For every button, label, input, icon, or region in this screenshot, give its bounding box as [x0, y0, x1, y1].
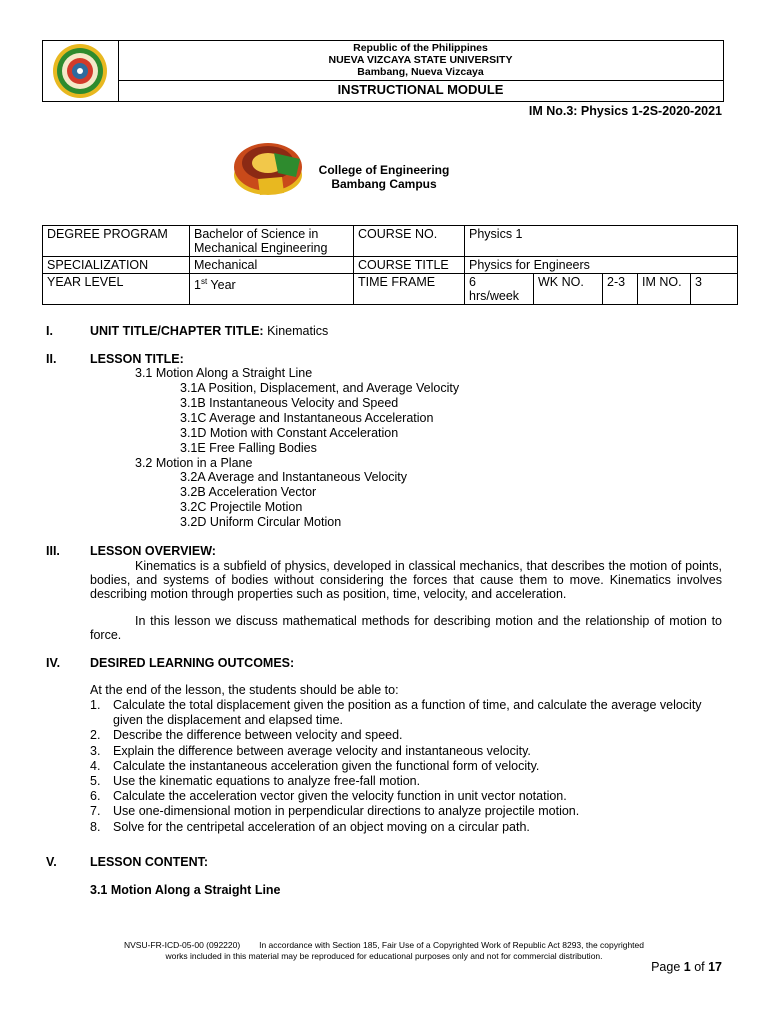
- university-seal-icon: [43, 41, 118, 101]
- im-no-label: IM NO.: [638, 274, 691, 305]
- lesson-title-item: 3.1 Motion Along a Straight Line: [135, 366, 313, 380]
- degree-value: Bachelor of Science in Mechanical Engineering: [190, 226, 354, 257]
- section-5-subtitle: 3.1 Motion Along a Straight Line: [90, 883, 281, 897]
- year-word: Year: [207, 278, 236, 293]
- course-no-label: COURSE NO.: [354, 226, 465, 257]
- page-number: [651, 960, 722, 974]
- year-number: 1: [194, 278, 201, 293]
- university-seal-cell: [43, 41, 119, 101]
- lesson-title-item: 3.1D Motion with Constant Acceleration: [180, 426, 399, 440]
- document-header: [42, 40, 724, 102]
- degree-label: DEGREE PROGRAM: [43, 226, 190, 257]
- section-3-title: LESSON OVERVIEW:: [90, 544, 216, 558]
- lesson-title-item: 3.2D Uniform Circular Motion: [180, 515, 342, 529]
- course-no-value: Physics 1: [465, 226, 738, 257]
- list-item: [90, 759, 730, 774]
- lesson-title-item: 3.2C Projectile Motion: [180, 500, 303, 514]
- year-level-value: [190, 274, 354, 305]
- lesson-title-item: 3.1E Free Falling Bodies: [180, 441, 317, 455]
- footer-line-2: works included in this material may be reproduced for educational purposes only and not for commercial distribution.: [165, 951, 603, 961]
- college-name: College of Engineering: [318, 163, 450, 177]
- header-institution: [118, 41, 723, 81]
- section-1-value: Kinematics: [263, 324, 329, 338]
- time-frame-value: 6 hrs/week: [465, 274, 534, 305]
- year-suffix: st: [200, 277, 208, 286]
- specialization-value: Mechanical: [190, 257, 354, 274]
- list-item-number: 1.: [90, 698, 101, 712]
- list-item: [90, 789, 730, 804]
- table-row: [43, 274, 738, 305]
- lesson-title-item: 3.2B Acceleration Vector: [180, 485, 317, 499]
- section-4-title: DESIRED LEARNING OUTCOMES:: [90, 656, 295, 670]
- list-item-text: Solve for the centripetal acceleration of an object moving on a circular path.: [113, 819, 530, 834]
- section-1-number: I.: [46, 324, 53, 338]
- im-no-value: 3: [691, 274, 738, 305]
- list-item-number: 8.: [90, 819, 101, 834]
- table-row: [43, 257, 738, 274]
- course-title-label: COURSE TITLE: [354, 257, 465, 274]
- year-level-label: YEAR LEVEL: [43, 274, 190, 305]
- im-number: IM No.3: Physics 1-2S-2020-2021: [528, 104, 722, 118]
- lesson-title-item: 3.2A Average and Instantaneous Velocity: [180, 470, 408, 484]
- course-title-value: Physics for Engineers: [465, 257, 738, 274]
- header-university: NUEVA VIZCAYA STATE UNIVERSITY: [328, 54, 513, 66]
- section-5-title: LESSON CONTENT:: [90, 855, 209, 869]
- list-item: [90, 744, 730, 759]
- list-item-text: Calculate the total displacement given the position as a function of time, and calculate the average velocity given the displacement and elapsed time.: [113, 698, 702, 728]
- module-title: INSTRUCTIONAL MODULE: [337, 82, 504, 97]
- page-of: of: [690, 960, 709, 974]
- list-item: [90, 804, 730, 819]
- campus-name: Bambang Campus: [331, 177, 437, 191]
- list-item-text: Calculate the instantaneous acceleration given the functional form of velocity.: [113, 758, 540, 773]
- section-1-title: UNIT TITLE/CHAPTER TITLE:: [90, 324, 264, 338]
- lesson-title-item: 3.2 Motion in a Plane: [135, 456, 253, 470]
- header-location: Bambang, Nueva Vizcaya: [357, 66, 484, 78]
- week-no-value: 2-3: [603, 274, 638, 305]
- section-2-title: LESSON TITLE:: [90, 352, 184, 366]
- list-item-number: 2.: [90, 728, 101, 743]
- list-item-number: 7.: [90, 804, 101, 819]
- section-1-heading: [90, 324, 328, 339]
- list-item-number: 6.: [90, 789, 101, 804]
- total-pages: 17: [708, 960, 722, 974]
- overview-paragraph-2: In this lesson we discuss mathematical methods for describing motion and the relationship of motion to force.: [90, 614, 722, 642]
- table-row: [43, 226, 738, 257]
- outcomes-intro: At the end of the lesson, the students should be able to:: [90, 683, 399, 697]
- lesson-title-item: 3.1C Average and Instantaneous Acceleration: [180, 411, 434, 425]
- page-prefix: Page: [651, 960, 684, 974]
- list-item-text: Use one-dimensional motion in perpendicular directions to analyze projectile motion.: [113, 804, 580, 819]
- footer-line-1: NVSU-FR-ICD-05-00 (092220) In accordance with Section 185, Fair Use of a Copyrighted Work of Republic Act 8293, the copyrighted: [123, 940, 644, 950]
- lesson-title-item: 3.1B Instantaneous Velocity and Speed: [180, 396, 399, 410]
- section-5-number: V.: [46, 855, 57, 869]
- list-item-number: 3.: [90, 743, 101, 758]
- lesson-title-item: 3.1A Position, Displacement, and Average Velocity: [180, 381, 460, 395]
- list-item-number: 4.: [90, 758, 101, 773]
- college-heading: [0, 163, 768, 191]
- copyright-footer: [0, 940, 768, 962]
- outcomes-list: [90, 698, 730, 835]
- time-frame-label: TIME FRAME: [354, 274, 465, 305]
- current-page: 1: [683, 960, 691, 974]
- list-item-text: Use the kinematic equations to analyze free-fall motion.: [113, 774, 421, 789]
- section-4-number: IV.: [46, 656, 61, 670]
- list-item: [90, 698, 730, 728]
- specialization-label: SPECIALIZATION: [43, 257, 190, 274]
- course-info-table: [42, 225, 738, 305]
- list-item-text: Explain the difference between average velocity and instantaneous velocity.: [113, 743, 531, 758]
- list-item-number: 5.: [90, 774, 101, 789]
- section-3-number: III.: [46, 544, 60, 558]
- overview-paragraph-1: Kinematics is a subfield of physics, developed in classical mechanics, that describes the motion of points, bodies, and systems of bodies without considering the forces that cause them to move. Kinematics involves describing motion through properties such as position, time, velocity, and acceleration.: [90, 559, 722, 601]
- header-republic: Republic of the Philippines: [353, 42, 488, 54]
- list-item-text: Describe the difference between velocity and speed.: [113, 728, 403, 743]
- list-item: [90, 728, 730, 743]
- section-2-number: II.: [46, 352, 57, 366]
- list-item: [90, 820, 730, 835]
- list-item: [90, 774, 730, 789]
- week-no-label: WK NO.: [534, 274, 603, 305]
- list-item-text: Calculate the acceleration vector given the velocity function in unit vector notation.: [113, 789, 567, 804]
